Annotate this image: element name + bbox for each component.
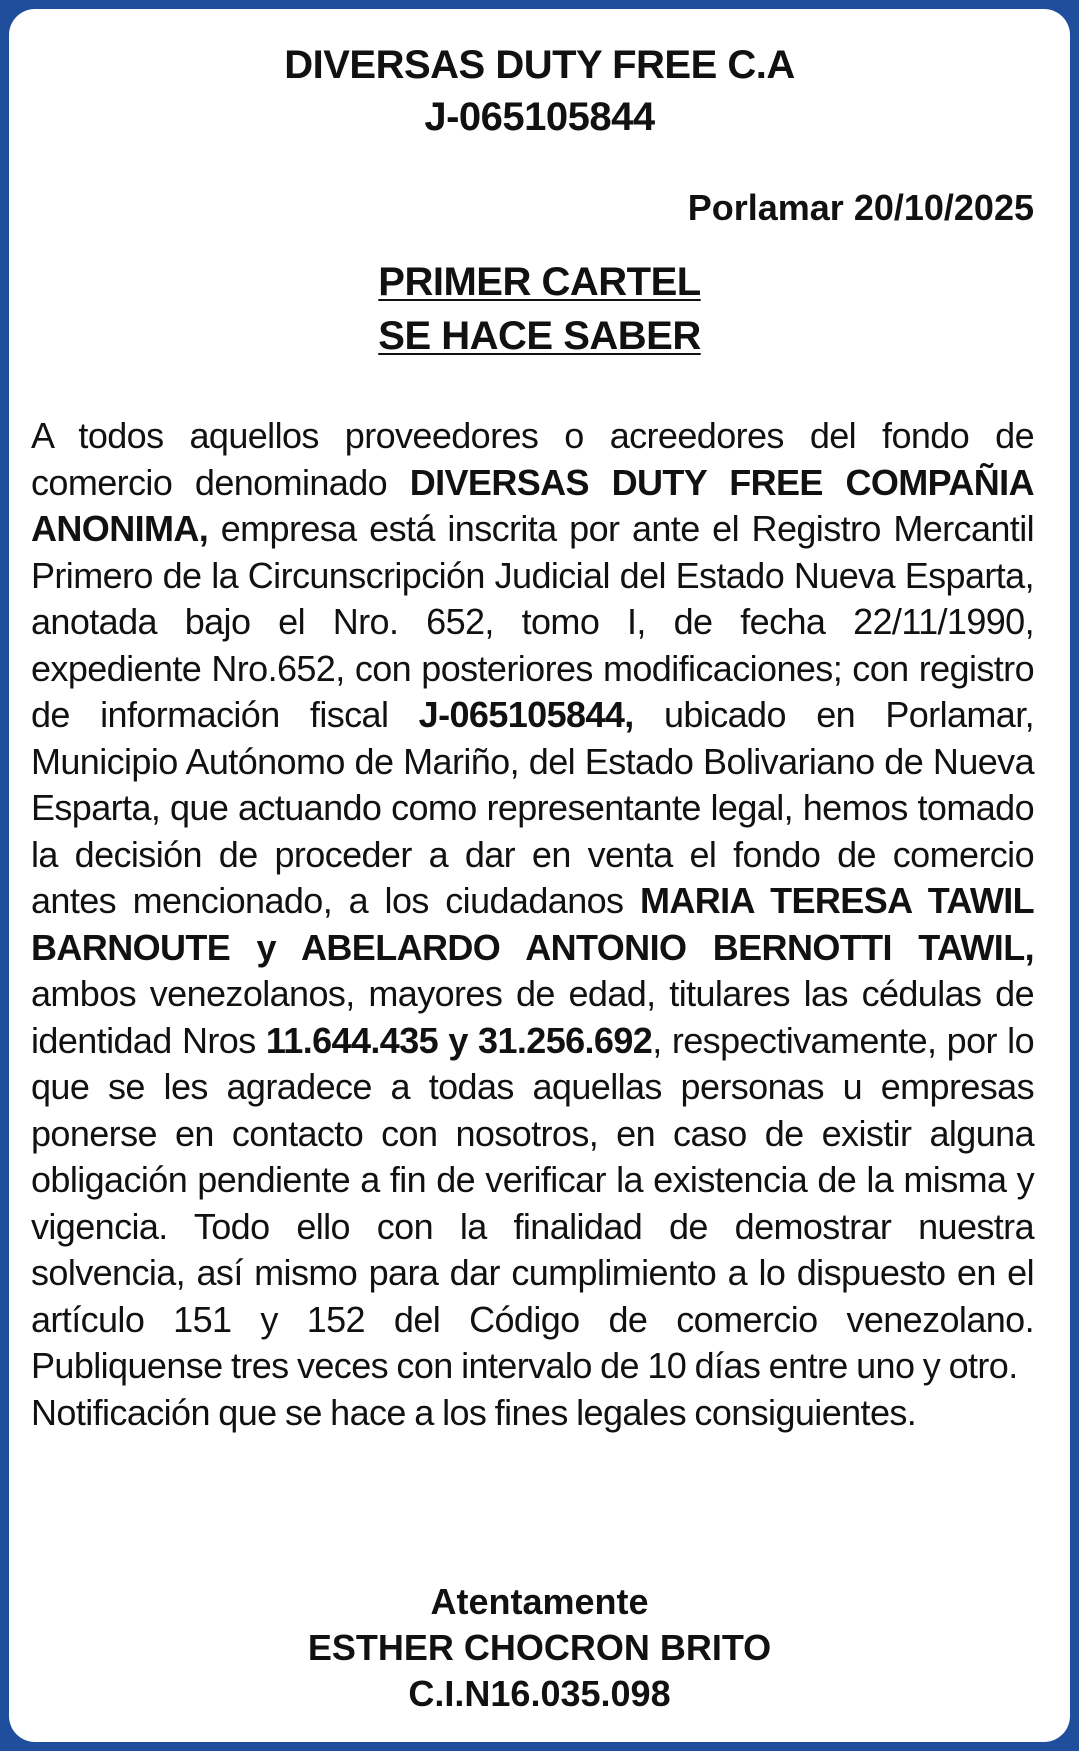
salutation: Atentamente (430, 1581, 649, 1622)
notice-card (9, 9, 1070, 1742)
company-full-name: DIVERSAS DUTY FREE COMPAÑIA ANONIMA, (31, 461, 1034, 549)
body-text-4: ambos venezolanos, mayores de edad, titulares las cédulas de identidad Nros (31, 973, 1034, 1061)
body-text-2: empresa está inscrita por ante el Registro Mercantil Primero de la Circunscripción Judicial del Estado Nueva Esparta, anotada bajo el Nro. 652, tomo I, de fecha 22/11/1990, expediente Nro.652, con posteriores modificaciones; con registro de información fiscal (31, 508, 1034, 735)
date-line: Porlamar 20/10/2025 (687, 187, 1034, 228)
fiscal-id: J-065105844, (418, 694, 634, 735)
notification-line: Notificación que se hace a los fines legales consiguientes. (31, 1391, 917, 1433)
headline-primer-cartel: PRIMER CARTEL (378, 260, 701, 304)
buyer-id-numbers: 11.644.435 y 31.256.692 (265, 1019, 653, 1061)
company-rif: J-065105844 (424, 95, 655, 139)
body-paragraph (31, 413, 1034, 1390)
company-header (9, 39, 1070, 143)
headline-se-hace-saber: SE HACE SABER (378, 314, 701, 358)
signer-name: ESTHER CHOCRON BRITO (307, 1627, 772, 1668)
body-text-3: ubicado en Porlamar, Municipio Autónomo de Mariño, del Estado Bolivariano de Nueva Esparta, que actuando como representante legal, hemos tomado la decisión de proceder a dar en venta el fondo de comercio antes mencionado, a los ciudadanos (31, 694, 1035, 921)
closing-block (9, 1579, 1070, 1717)
buyer-names: MARIA TERESA TAWIL BARNOUTE y ABELARDO ANTONIO BERNOTTI TAWIL, (31, 880, 1035, 968)
signer-id: C.I.N16.035.098 (408, 1673, 671, 1714)
body-text-1: A todos aquellos proveedores o acreedores del fondo de comercio denominado (31, 415, 1034, 503)
body-text-5: , respectivamente, por lo que se les agradece a todas aquellas personas u empresas ponerse en contacto con nosotros, en caso de existir alguna obligación pendiente a fin de verificar la existencia de la misma y vigencia. Todo ello con la finalidad de demostrar nuestra solvencia, así mismo para dar cumplimiento a lo dispuesto en el artículo 151 y 152 del Código de comercio venezolano. Publiquense tres veces con intervalo de 10 días entre uno y otro. (31, 1019, 1034, 1386)
headline (9, 255, 1070, 363)
notice-body (31, 413, 1034, 1436)
company-name: DIVERSAS DUTY FREE C.A (284, 43, 795, 87)
